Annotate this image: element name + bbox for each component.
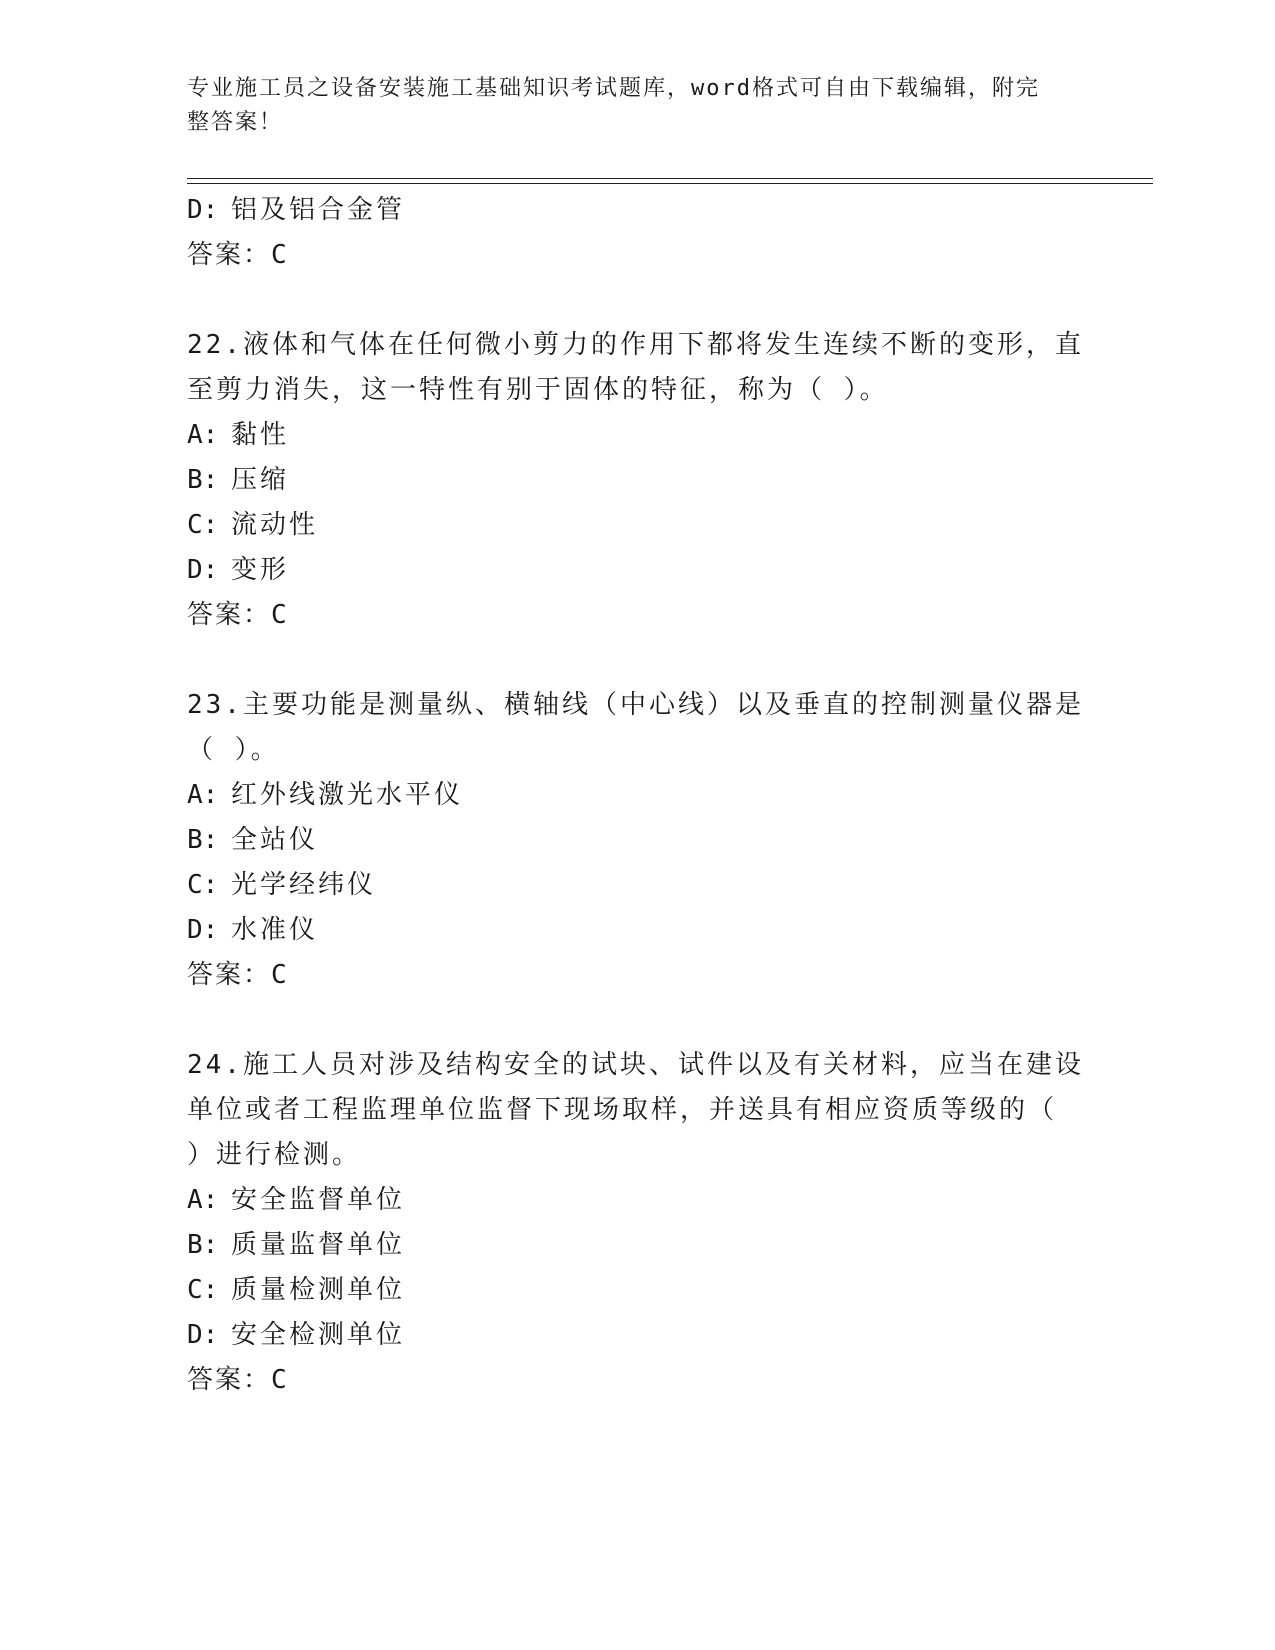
option-text: 安全检测单位	[231, 1320, 406, 1350]
option-text: 流动性	[231, 510, 319, 540]
option-text: 安全监督单位	[231, 1185, 406, 1215]
option-key: A:	[187, 420, 219, 450]
option-text: 水准仪	[231, 915, 319, 945]
option-key: B:	[187, 465, 219, 495]
answer-label: 答案：	[187, 600, 272, 630]
answer-value: C	[271, 600, 290, 630]
option-text: 变形	[231, 555, 290, 585]
option-text: 黏性	[231, 420, 290, 450]
question-24-answer	[187, 1363, 290, 1397]
question-22-stem-line-1: 22.液体和气体在任何微小剪力的作用下都将发生连续不断的变形，直	[187, 330, 1084, 360]
answer-label: 答案：	[187, 240, 272, 270]
question-23-option-c	[187, 868, 376, 902]
question-22-option-d	[187, 553, 289, 587]
answer-label: 答案：	[187, 960, 272, 990]
question-23-stem-line-2: （ ）。	[187, 735, 280, 765]
option-key: C:	[187, 1275, 219, 1305]
option-text: 红外线激光水平仪	[231, 780, 464, 810]
option-text: 质量检测单位	[231, 1275, 406, 1305]
question-22-option-c	[187, 508, 318, 542]
option-key: B:	[187, 825, 219, 855]
option-key: A:	[187, 780, 219, 810]
question-22-option-b	[187, 463, 289, 497]
question-24-option-c	[187, 1273, 405, 1307]
header-line-1: 专业施工员之设备安装施工基础知识考试题库，word格式可自由下载编辑，附完	[187, 76, 1040, 101]
answer-line	[187, 238, 290, 272]
option-key: C:	[187, 870, 219, 900]
header-divider-top	[187, 178, 1153, 179]
question-23-option-a	[187, 778, 463, 812]
question-23-stem-line-1: 23.主要功能是测量纵、横轴线（中心线）以及垂直的控制测量仪器是	[187, 690, 1084, 720]
option-key: D:	[187, 195, 219, 225]
option-key: D:	[187, 555, 219, 585]
answer-value: C	[271, 1365, 290, 1395]
option-text: 光学经纬仪	[231, 870, 377, 900]
answer-value: C	[271, 240, 290, 270]
option-text: 压缩	[231, 465, 290, 495]
answer-value: C	[271, 960, 290, 990]
question-22-option-a	[187, 418, 289, 452]
option-text: 全站仪	[231, 825, 319, 855]
document-header	[187, 72, 1067, 140]
header-divider-bottom	[187, 183, 1153, 184]
option-key: A:	[187, 1185, 219, 1215]
question-23-option-b	[187, 823, 318, 857]
question-24-option-a	[187, 1183, 405, 1217]
question-24-option-b	[187, 1228, 405, 1262]
option-key: B:	[187, 1230, 219, 1260]
option-key: D:	[187, 915, 219, 945]
question-24-stem-line-3: ）进行检测。	[187, 1140, 362, 1170]
option-key: C:	[187, 510, 219, 540]
option-text: 质量监督单位	[231, 1230, 406, 1260]
question-23-option-d	[187, 913, 318, 947]
option-key: D:	[187, 1320, 219, 1350]
question-24-option-d	[187, 1318, 405, 1352]
option-text: 铝及铝合金管	[231, 195, 406, 225]
question-23-answer	[187, 958, 290, 992]
header-line-2: 整答案！	[187, 110, 284, 135]
question-24-stem-line-2: 单位或者工程监理单位监督下现场取样，并送具有相应资质等级的（	[187, 1095, 1058, 1125]
option-d	[187, 193, 405, 227]
answer-label: 答案：	[187, 1365, 272, 1395]
question-22-stem-line-2: 至剪力消失，这一特性有别于固体的特征，称为（ ）。	[187, 375, 889, 405]
question-24-stem-line-1: 24.施工人员对涉及结构安全的试块、试件以及有关材料，应当在建设	[187, 1050, 1084, 1080]
question-22-answer	[187, 598, 290, 632]
